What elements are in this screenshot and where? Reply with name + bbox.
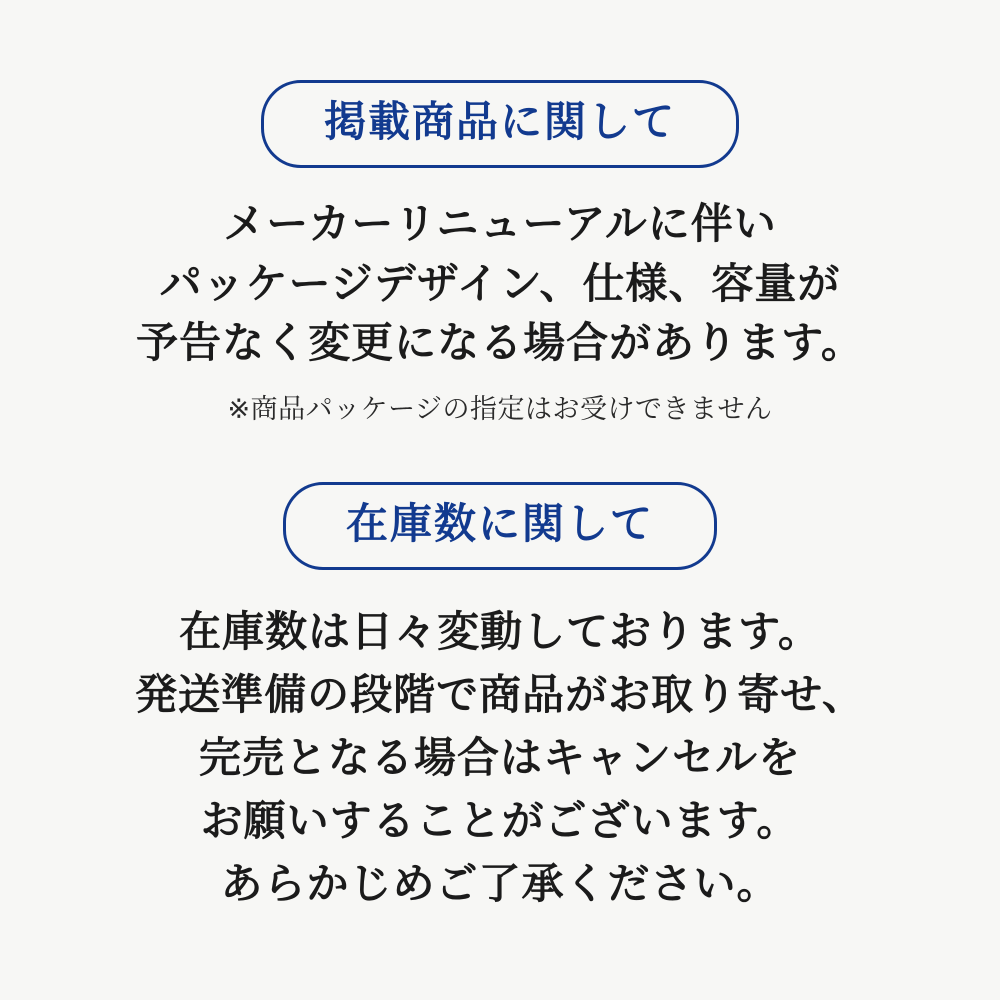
body-line: お願いすることがございます。 [200,795,800,845]
body-line: 予告なく変更になる場合があります。 [136,318,864,368]
body-line: 在庫数は日々変動しております。 [179,606,821,656]
section-heading-badge-listed-products: 掲載商品に関して [261,80,739,168]
section-listed-products [0,80,1000,426]
body-line: 完売となる場合はキャンセルを [198,732,801,782]
body-line: あらかじめご了承ください。 [220,858,780,908]
section-stock-count [0,482,1000,915]
section-body-listed-products [136,194,864,373]
section-heading-badge-stock-count: 在庫数に関して [283,482,717,570]
body-line: 発送準備の段階で商品がお取り寄せ、 [135,669,865,719]
body-line: パッケージデザイン、仕様、容量が [159,258,841,308]
section-note-listed-products: ※商品パッケージの指定はお受けできません [227,393,773,425]
section-body-stock-count [135,600,865,915]
body-line: メーカーリニューアルに伴い [223,199,777,248]
